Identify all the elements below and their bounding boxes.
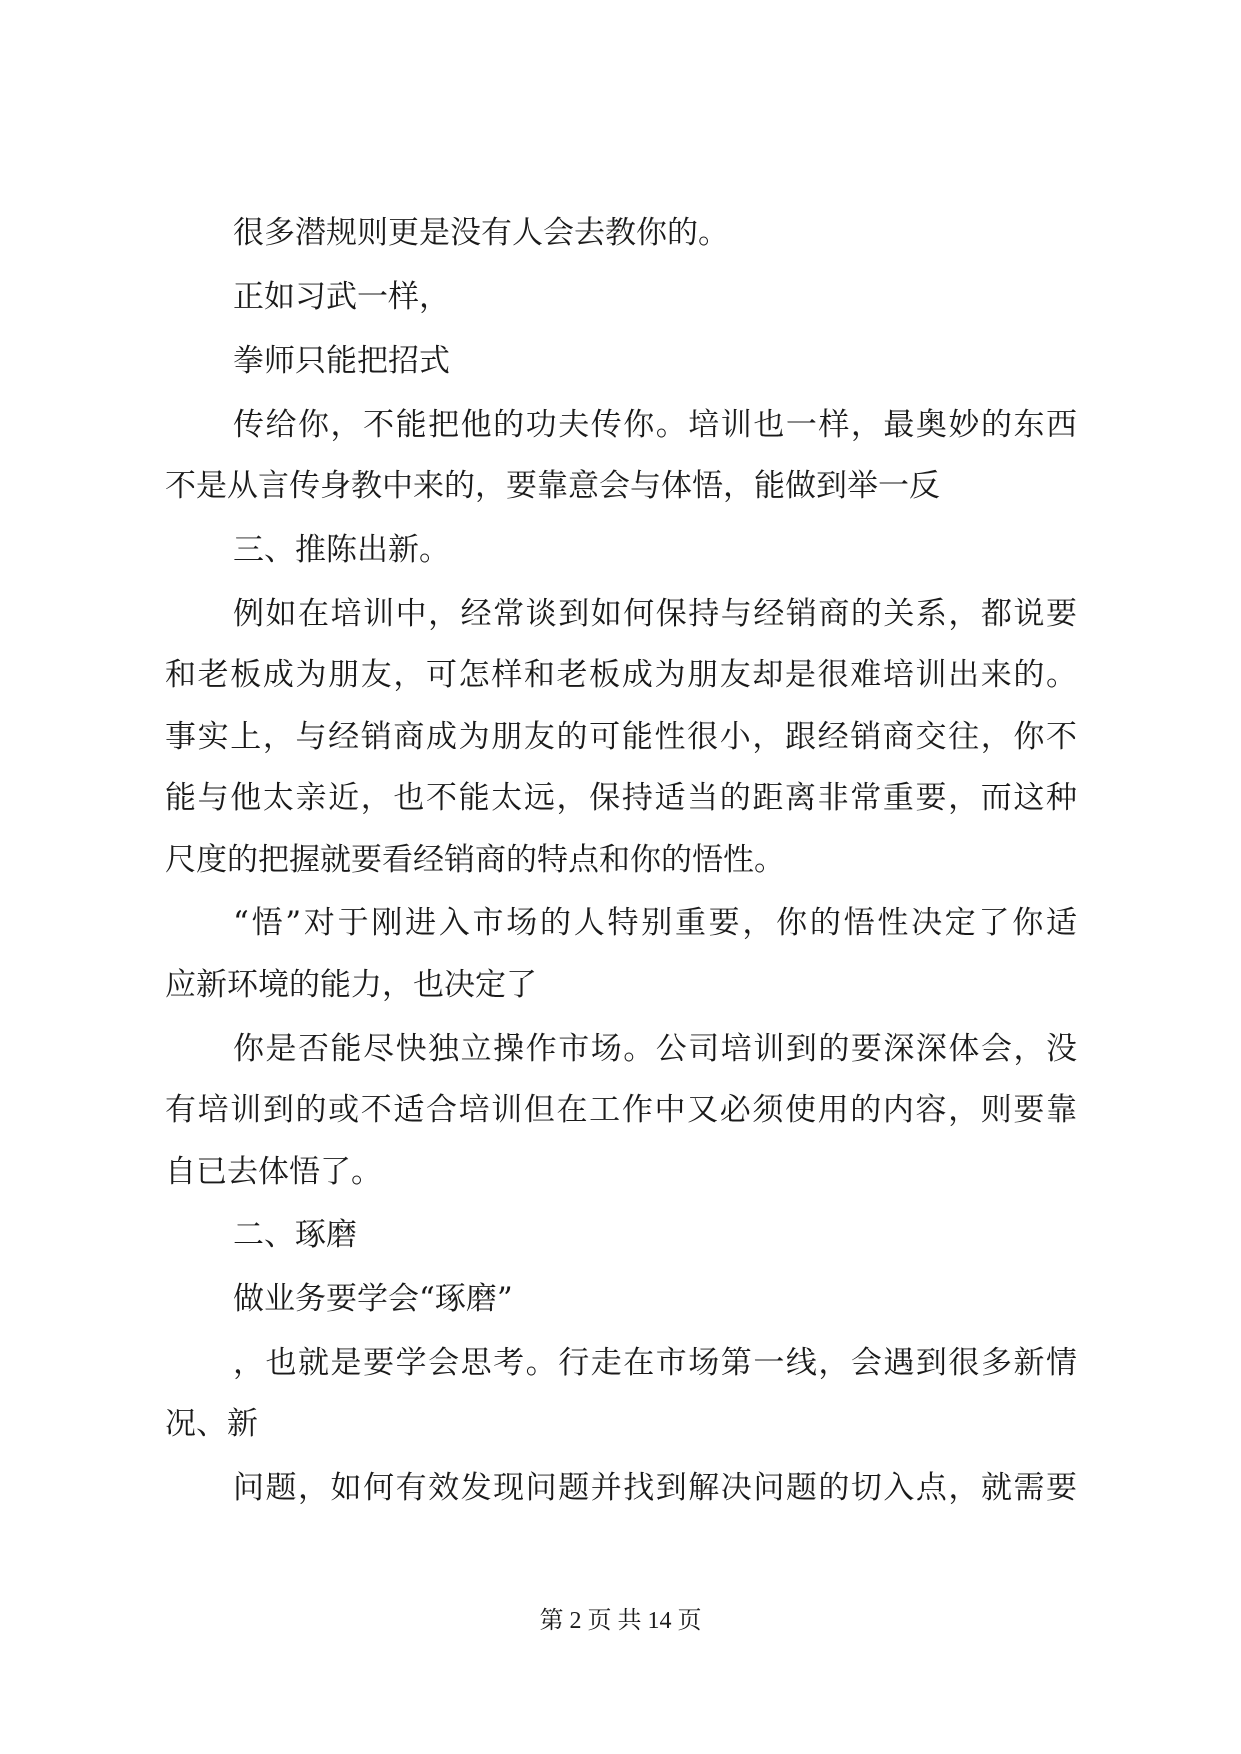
text-line: ，也就是要学会思考。行走在市场第一线，会遇到很多新情: [233, 1345, 1077, 1381]
text-line: 问题，如何有效发现问题并找到解决问题的切入点，就需要: [233, 1470, 1077, 1506]
text-line: 你是否能尽快独立操作市场。公司培训到的要深深体会，没: [233, 1031, 1077, 1067]
text-line: 有培训到的或不适合培训但在工作中又必须使用的内容，则要靠: [165, 1092, 1077, 1128]
text-line: “悟”对于刚进入市场的人特别重要，你的悟性决定了你适: [233, 905, 1077, 941]
text-line: 拳师只能把招式: [233, 343, 450, 379]
text-line: 应新环境的能力，也决定了: [165, 967, 537, 1003]
text-line: 二、琢磨: [233, 1217, 357, 1253]
text-line: 例如在培训中，经常谈到如何保持与经销商的关系，都说要: [233, 596, 1077, 632]
text-line: 三、推陈出新。: [233, 532, 450, 568]
page-number-footer: 第 2 页 共 14 页: [539, 1608, 702, 1634]
text-line: 能与他太亲近，也不能太远，保持适当的距离非常重要，而这种: [165, 780, 1077, 816]
text-line: 很多潜规则更是没有人会去教你的。: [233, 215, 729, 251]
text-line: 况、新: [165, 1406, 258, 1442]
text-line: 做业务要学会“琢磨”: [233, 1281, 513, 1317]
text-line: 传给你，不能把他的功夫传你。培训也一样，最奥妙的东西: [233, 407, 1077, 443]
text-line: 正如习武一样，: [233, 279, 450, 315]
text-line: 事实上，与经销商成为朋友的可能性很小，跟经销商交往，你不: [165, 719, 1077, 755]
text-line: 和老板成为朋友，可怎样和老板成为朋友却是很难培训出来的。: [165, 657, 1077, 693]
text-line: 不是从言传身教中来的，要靠意会与体悟，能做到举一反: [165, 468, 940, 504]
text-line: 自已去体悟了。: [165, 1154, 382, 1190]
text-line: 尺度的把握就要看经销商的特点和你的悟性。: [165, 842, 785, 878]
